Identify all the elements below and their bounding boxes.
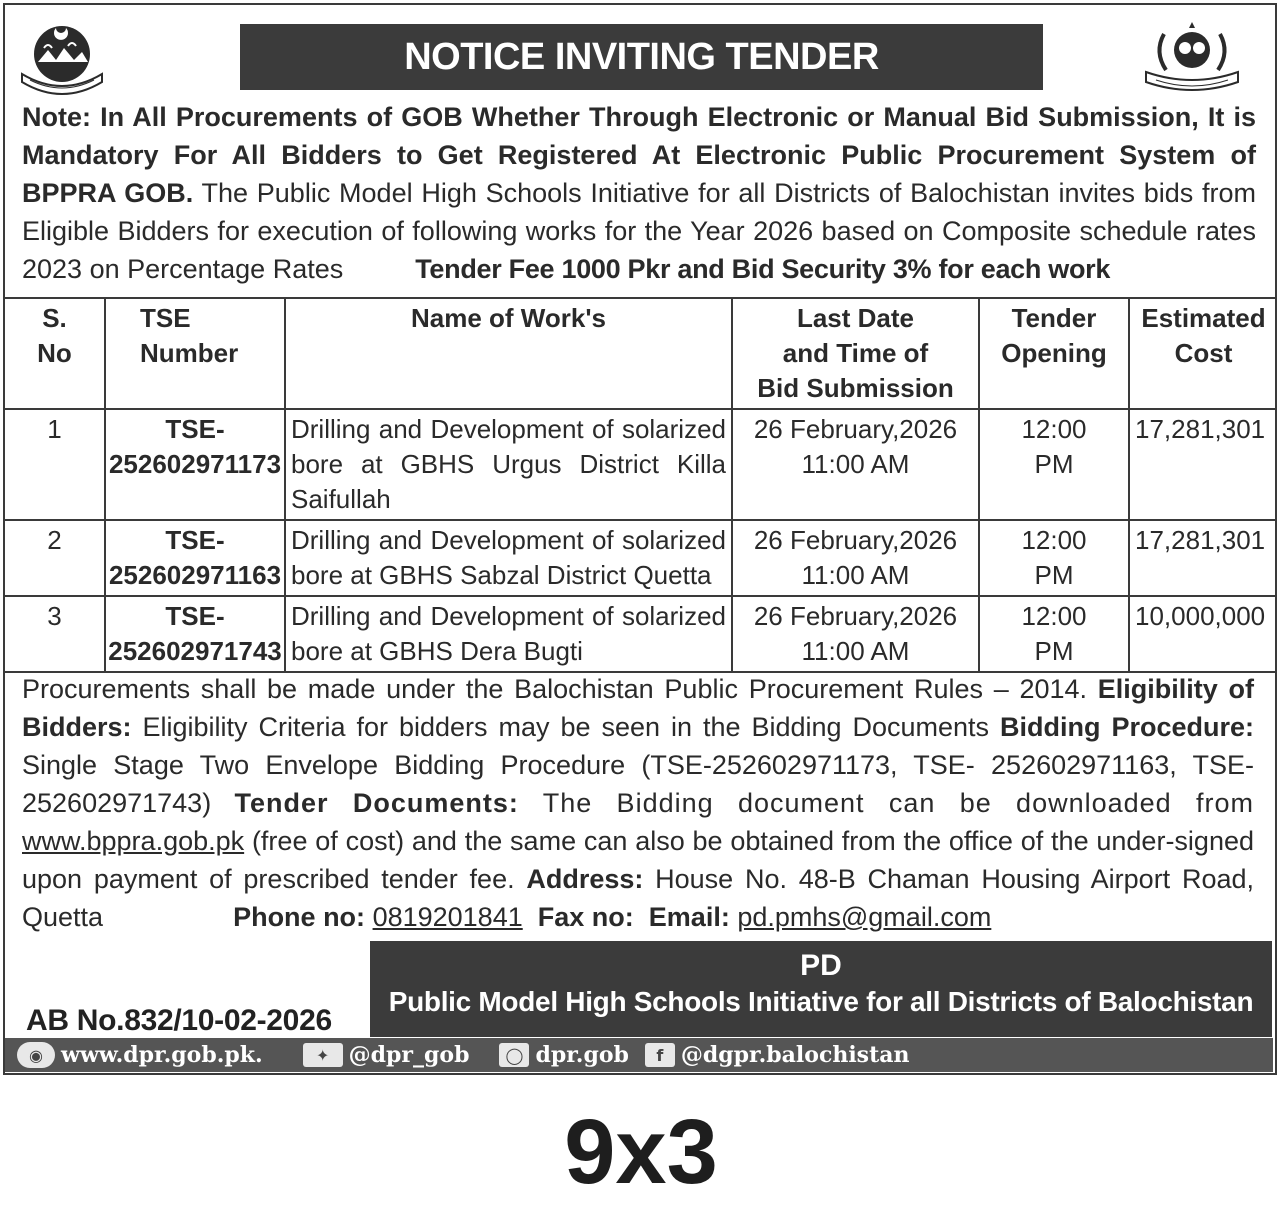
- email-link[interactable]: pd.pmhs@gmail.com: [737, 902, 992, 932]
- address-label: Address:: [526, 864, 644, 894]
- col-header-work: Name of Work's: [285, 298, 732, 409]
- cell-opening: 12:00 PM: [979, 409, 1129, 520]
- tender-table: [5, 297, 1277, 673]
- phone-label: Phone no:: [233, 902, 366, 932]
- cell-opening: 12:00 PM: [979, 520, 1129, 596]
- eligibility-label: Eligibility of Bidders:: [22, 674, 1255, 742]
- table-row: [5, 520, 1277, 596]
- eligibility-text: Eligibility Criteria for bidders may be seen in the Bidding Documents: [131, 712, 1001, 742]
- cell-work: Drilling and Development of solarized bore at GBHS Dera Bugti: [285, 596, 732, 672]
- globe-icon: ◉: [17, 1042, 55, 1068]
- cell-tse: TSE- 252602971743: [105, 596, 285, 672]
- ad-size-label: 9x3: [564, 1101, 718, 1203]
- documents-text: The Bidding document can be downloaded from: [518, 788, 1255, 818]
- social-facebook[interactable]: [645, 1042, 910, 1068]
- signatory-title: PD: [800, 949, 842, 982]
- col-header-opening: Tender Opening: [979, 298, 1129, 409]
- notice-title: NOTICE INVITING TENDER: [240, 24, 1043, 90]
- procedure-label: Bidding Procedure:: [1000, 712, 1254, 742]
- bppra-website-link[interactable]: www.bppra.gob.pk: [22, 826, 245, 856]
- social-instagram[interactable]: [499, 1042, 628, 1068]
- col-header-last-date: Last Date and Time of Bid Submission: [732, 298, 979, 409]
- cell-work: Drilling and Development of solarized bore at GBHS Urgus District Killa Saifullah: [285, 409, 732, 520]
- cell-last-date: 26 February,2026 11:00 AM: [732, 520, 979, 596]
- email-label: Email:: [648, 902, 730, 932]
- cell-tse: TSE- 252602971173: [105, 409, 285, 520]
- cell-last-date: 26 February,2026 11:00 AM: [732, 409, 979, 520]
- details-paragraph: [22, 670, 1254, 936]
- dgpr-seal-logo: [1142, 16, 1242, 96]
- table-row: [5, 409, 1277, 520]
- instagram-icon: ◯: [499, 1043, 529, 1067]
- social-web[interactable]: [17, 1042, 263, 1068]
- social-bar: [5, 1038, 1273, 1072]
- procedure-text: Single Stage Two Envelope Bidding Procedure (TSE-252602971173, TSE- 252602971163, TSE-252602971743): [22, 750, 1254, 818]
- address-text: House No. 48-B Chaman Housing Airport Road, Quetta: [22, 864, 1254, 932]
- cell-sno: 2: [5, 520, 105, 596]
- cell-sno: 1: [5, 409, 105, 520]
- signatory-org: Public Model High Schools Initiative for all Districts of Balochistan: [388, 986, 1254, 1017]
- cell-cost: 17,281,301: [1129, 520, 1277, 596]
- intro-paragraph: [22, 98, 1256, 288]
- gob-seal-logo: [16, 18, 108, 98]
- tender-fee-note: Tender Fee 1000 Pkr and Bid Security 3% for each work: [415, 254, 1111, 284]
- social-facebook-label: @dgpr.balochistan: [680, 1042, 910, 1068]
- table-header-row: [5, 298, 1277, 409]
- documents-label: Tender Documents:: [234, 788, 519, 818]
- twitter-icon: ✦: [303, 1043, 343, 1067]
- col-header-cost: Estimated Cost: [1129, 298, 1277, 409]
- documents-text-2: (free of cost) and the same can also be obtained from the office of the under-signed upon payment of prescribed tender fee.: [22, 826, 1254, 894]
- social-twitter[interactable]: [303, 1042, 470, 1068]
- cell-cost: 10,000,000: [1129, 596, 1277, 672]
- signature-block: [370, 941, 1272, 1037]
- fax-label: Fax no:: [537, 902, 634, 932]
- social-instagram-label: dpr.gob: [535, 1042, 629, 1068]
- cell-tse: TSE- 252602971163: [105, 520, 285, 596]
- cell-opening: 12:00 PM: [979, 596, 1129, 672]
- col-header-tse: TSE Number: [105, 298, 285, 409]
- col-header-sno: S. No: [5, 298, 105, 409]
- rules-text: Procurements shall be made under the Balochistan Public Procurement Rules – 2014.: [22, 674, 1098, 704]
- social-twitter-label: @dpr_gob: [348, 1042, 470, 1068]
- table-row: [5, 596, 1277, 672]
- intro-body: The Public Model High Schools Initiative for all Districts of Balochistan invites bids from Eligible Bidders for execution of following works for the Year 2026 based on Composite schedule rates 2023 on Percentage Rates: [22, 178, 1257, 284]
- social-web-label: www.dpr.gob.pk.: [61, 1042, 263, 1068]
- ab-number: AB No.832/10-02-2026: [26, 1004, 332, 1037]
- registration-note: Note: In All Procurements of GOB Whether Through Electronic or Manual Bid Submission, It is Mandatory For All Bidders to Get Registered At Electronic Public Procurement System of BPPRA GOB.: [22, 102, 1256, 208]
- facebook-icon: f: [645, 1043, 675, 1067]
- cell-work: Drilling and Development of solarized bore at GBHS Sabzal District Quetta: [285, 520, 732, 596]
- cell-last-date: 26 February,2026 11:00 AM: [732, 596, 979, 672]
- cell-cost: 17,281,301: [1129, 409, 1277, 520]
- cell-sno: 3: [5, 596, 105, 672]
- phone-number[interactable]: 0819201841: [372, 902, 523, 932]
